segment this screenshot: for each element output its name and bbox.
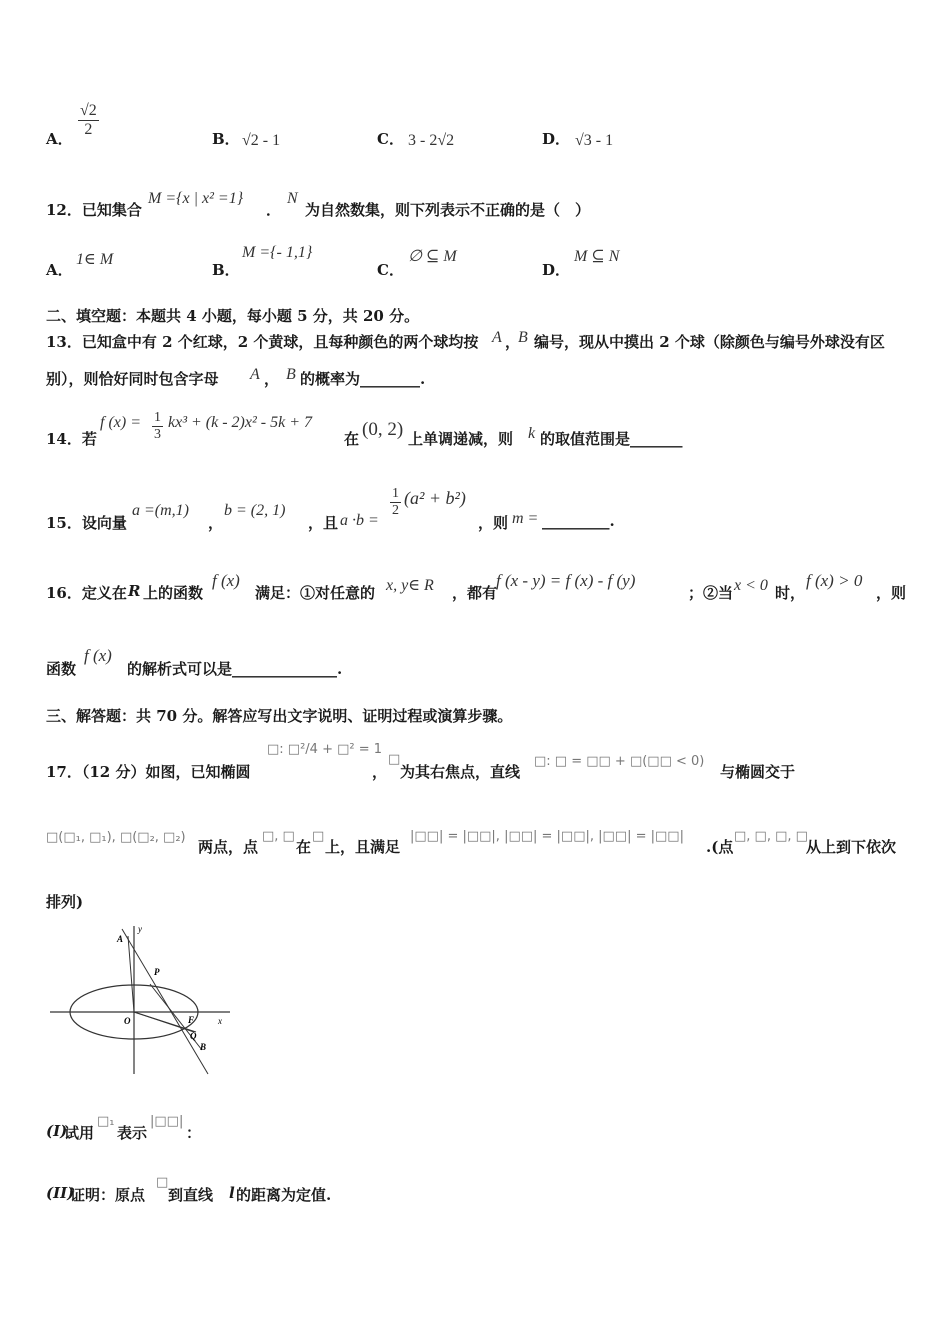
q15-paren: (a² + b²) (404, 488, 466, 508)
q17-part2-c: 的距离为定值. (236, 1186, 332, 1204)
q16-cond: x < 0 (734, 577, 768, 594)
q17-line2-a: 两点，点 (198, 838, 259, 856)
q17-pq: □, □ (262, 829, 295, 844)
label-b: B (200, 1042, 207, 1052)
q14-end: 的取值范围是_______ (540, 430, 683, 448)
q14-mid: 上单调递减，则 (408, 430, 514, 448)
q14-fraction (152, 410, 163, 443)
segment-ob (134, 1012, 196, 1032)
q12-dot: ． (266, 201, 282, 219)
q17-part2-l: l (229, 1184, 235, 1202)
q17-line2-c: 上，且满足 (325, 838, 401, 856)
q14-number: 14．若 (46, 430, 97, 448)
q15-sep1: ， (208, 514, 224, 532)
q17-line2-d: .(点 (706, 838, 734, 856)
q16-fx: f (x) (212, 571, 240, 590)
q11-option-b-label: B． (212, 130, 240, 148)
q11-option-c-value: 3 - 2√2 (408, 132, 455, 149)
q15-frac-num: 1 (392, 486, 399, 501)
q14-in: 在 (344, 430, 360, 448)
q17-part1-b: 表示 (117, 1124, 148, 1142)
q11-option-c-label: C． (377, 130, 404, 148)
q15-fraction (390, 486, 401, 519)
q16-line1-b: 上的函数 (143, 584, 204, 602)
q12-set-m: M ={x | x² =1} (148, 190, 244, 207)
q15-vec-a: a =(m,1) (132, 502, 190, 519)
q17-line1-c: 为其右焦点，直线 (400, 763, 521, 781)
q17-part2-b: 到直线 (168, 1186, 214, 1204)
q16-line2-a: 函数 (46, 660, 77, 678)
label-a: A (117, 934, 124, 944)
line-l (122, 929, 208, 1074)
q15-number: 15．设向量 (46, 514, 127, 532)
q12-option-a-label: A． (46, 261, 73, 279)
label-f: F (188, 1015, 195, 1025)
q16-line1-f: 时， (775, 584, 806, 602)
q12-stem: 为自然数集，则下列表示不正确的是（ ） (305, 201, 591, 219)
q15-end: _________. (542, 512, 615, 530)
q17-points: □(□₁, □₁), □(□₂, □₂) (46, 830, 186, 845)
q16-line1-d: ，都有 (452, 584, 498, 602)
q13-line2-start: 别），则恰好同时包含字母 (46, 370, 219, 388)
q11-a-numerator: √2 (80, 102, 97, 119)
q16-equation: f (x - y) = f (x) - f (y) (496, 571, 636, 590)
q17-line-eq: □: □ = □□ + □(□□ < 0) (534, 754, 705, 769)
q15-frac-den: 2 (392, 503, 399, 518)
q16-r: R (128, 582, 141, 600)
q13-line2-var-a: A (250, 366, 260, 383)
q13-line2-end: 的概率为________. (300, 370, 426, 388)
q17-line1-a: 17．（12 分）如图，已知椭圆 (46, 763, 251, 781)
q17-ellipse-figure (46, 922, 236, 1080)
q17-focus: □ (388, 752, 401, 767)
q16-line1-c: 满足：①对任意的 (255, 584, 376, 602)
q17-part1-label: (I) (46, 1122, 68, 1140)
q15-var-m: m = (512, 510, 539, 527)
q17-part2-a: 证明：原点 (70, 1186, 146, 1204)
q11-a-denominator: 2 (84, 121, 93, 138)
q17-line1-b: ， (372, 763, 388, 781)
label-q: Q (190, 1031, 197, 1041)
q14-var-k: k (528, 425, 536, 442)
q16-line2-fx: f (x) (84, 646, 112, 665)
q11-option-d-value: √3 - 1 (575, 132, 614, 149)
q12-option-d-value: M ⊆ N (574, 248, 620, 265)
section-3-heading: 三、解答题：共 70 分。解答应写出文字说明、证明过程或演算步骤。 (46, 707, 513, 725)
q12-option-a-value: 1∈ M (76, 251, 114, 268)
label-p: P (154, 967, 160, 977)
q14-func: f (x) = (100, 414, 141, 431)
q17-cond: |□□| = |□□|, |□□| = |□□|, |□□| = |□□| (410, 829, 684, 844)
q12-option-c-label: C． (377, 261, 404, 279)
q17-line2-b: 在 (296, 838, 312, 856)
label-o: O (124, 1016, 131, 1026)
q14-func-rest: kx³ + (k - 2)x² - 5k + 7 (168, 414, 313, 431)
q17-line3: 排列) (46, 893, 84, 911)
q17-part1-c: ： (186, 1124, 202, 1142)
q17-order: □, □, □, □ (734, 829, 808, 844)
label-y: y (138, 924, 142, 934)
section-2-heading: 二、填空题：本题共 4 小题，每小题 5 分，共 20 分。 (46, 307, 420, 325)
q11-option-d-label: D． (542, 130, 571, 148)
q14-frac-num: 1 (154, 410, 161, 425)
q17-on-ellipse: □ (312, 829, 325, 844)
q12-option-b-value: M ={- 1,1} (242, 244, 313, 261)
q16-line1-g: ，则 (876, 584, 907, 602)
q16-line1-a: 16．定义在 (46, 584, 127, 602)
q16-ineq: f (x) > 0 (806, 571, 863, 590)
q12-option-b-label: B． (212, 261, 240, 279)
q12-option-d-label: D． (542, 261, 571, 279)
q11-option-a-label: A． (46, 130, 73, 148)
q15-then: ，则 (478, 514, 509, 532)
q16-xy: x, y∈ R (386, 577, 434, 594)
q17-part2-label: (II) (46, 1184, 75, 1202)
q12-number: 12．已知集合 (46, 201, 142, 219)
q12-set-n: N (287, 190, 298, 207)
q13-line1: 13．已知盒中有 2 个红球，2 个黄球，且每种颜色的两个球均按 (46, 333, 479, 351)
q13-sep: ， (505, 333, 521, 351)
q16-line2-b: 的解析式可以是______________. (127, 660, 343, 678)
q16-line1-e: ；②当 (688, 584, 734, 602)
q15-sep2: ，且 (308, 514, 339, 532)
q14-frac-den: 3 (154, 427, 161, 442)
label-x: x (218, 1016, 222, 1026)
q17-part1-var: □₁ (97, 1114, 115, 1129)
q12-option-c-value: ∅ ⊆ M (408, 248, 457, 265)
q13-line2-var-b: B (286, 366, 296, 383)
q17-line1-d: 与椭圆交于 (720, 763, 796, 781)
q17-ellipse-eq: □: □²/4 + □² = 1 (267, 742, 383, 757)
q13-line1-end: 编号，现从中摸出 2 个球（除颜色与编号外球没有区 (534, 333, 885, 351)
q14-interval: (0, 2) (362, 419, 404, 440)
q17-part2-o: □ (156, 1175, 169, 1190)
q17-part1-a: 试用 (64, 1124, 95, 1142)
q13-var-a: A (492, 329, 502, 346)
q15-dot-expr: a ·b = (340, 512, 379, 529)
q13-line2-sep: ， (264, 370, 280, 388)
q15-vec-b: b = (2, 1) (224, 502, 286, 519)
q13-var-b: B (518, 329, 528, 346)
q11-option-b-value: √2 - 1 (242, 132, 281, 149)
q11-option-a-fraction (78, 102, 99, 139)
q17-line2-e: 从上到下依次 (806, 838, 897, 856)
q17-part1-abs: |□□| (150, 1114, 184, 1129)
